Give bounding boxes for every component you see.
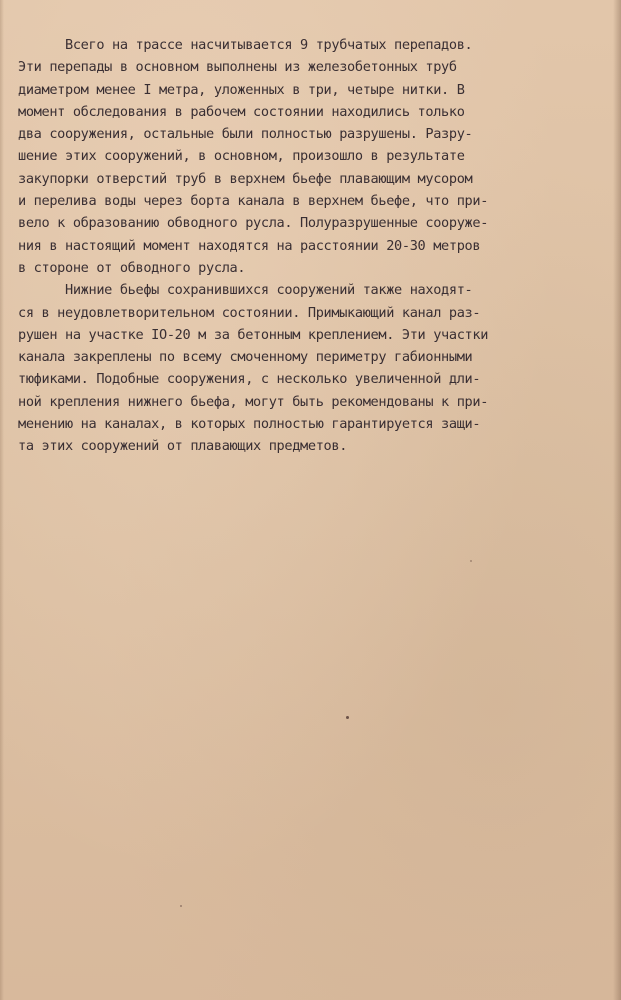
text-line: канала закреплены по всему смоченному периметру габионными bbox=[18, 349, 473, 366]
text-line: в стороне от обводного русла. bbox=[18, 259, 246, 276]
text-line: тюфиками. Подобные сооружения, с несколько увеличенной дли- bbox=[18, 371, 481, 388]
text-line: Всего на трассе насчитывается 9 трубчатых перепадов. bbox=[18, 37, 473, 53]
text-line: ной крепления нижнего бьефа, могут быть рекомендованы к при- bbox=[18, 393, 489, 410]
page-right-edge-shadow bbox=[613, 0, 621, 1000]
text-line: менению на каналах, в которых полностью гарантируется защи- bbox=[18, 416, 481, 433]
paper-speck bbox=[470, 560, 472, 562]
text-line: закупорки отверстий труб в верхнем бьефе плавающим мусором bbox=[18, 170, 473, 187]
text-line: ния в настоящий момент находятся на расстоянии 20-30 метров bbox=[18, 237, 481, 254]
page-left-edge-shadow bbox=[0, 0, 4, 1000]
paragraph-1 bbox=[18, 34, 538, 279]
paper-speck bbox=[346, 716, 349, 719]
text-line: и перелива воды через борта канала в верхнем бьефе, что при- bbox=[18, 193, 489, 210]
text-line: рушен на участке IO-20 м за бетонным креплением. Эти участки bbox=[18, 326, 489, 343]
text-line: Эти перепады в основном выполнены из железобетонных труб bbox=[18, 59, 457, 76]
typewritten-text bbox=[18, 34, 538, 458]
text-line: два сооружения, остальные были полностью разрушены. Разру- bbox=[18, 126, 473, 143]
text-line: вело к образованию обводного русла. Полуразрушенные сооруже- bbox=[18, 215, 489, 232]
paper-speck bbox=[180, 905, 182, 907]
text-line: та этих сооружений от плавающих предметов. bbox=[18, 438, 348, 455]
paragraph-2 bbox=[18, 279, 538, 457]
text-line: диаметром менее I метра, уложенных в три, четыре нитки. В bbox=[18, 81, 465, 98]
text-line: Нижние бьефы сохранившихся сооружений также находят- bbox=[18, 282, 473, 299]
text-line: шение этих сооружений, в основном, произошло в результате bbox=[18, 148, 465, 165]
text-line: момент обследования в рабочем состоянии находились только bbox=[18, 103, 465, 120]
text-line: ся в неудовлетворительном состоянии. Примыкающий канал раз- bbox=[18, 304, 481, 321]
